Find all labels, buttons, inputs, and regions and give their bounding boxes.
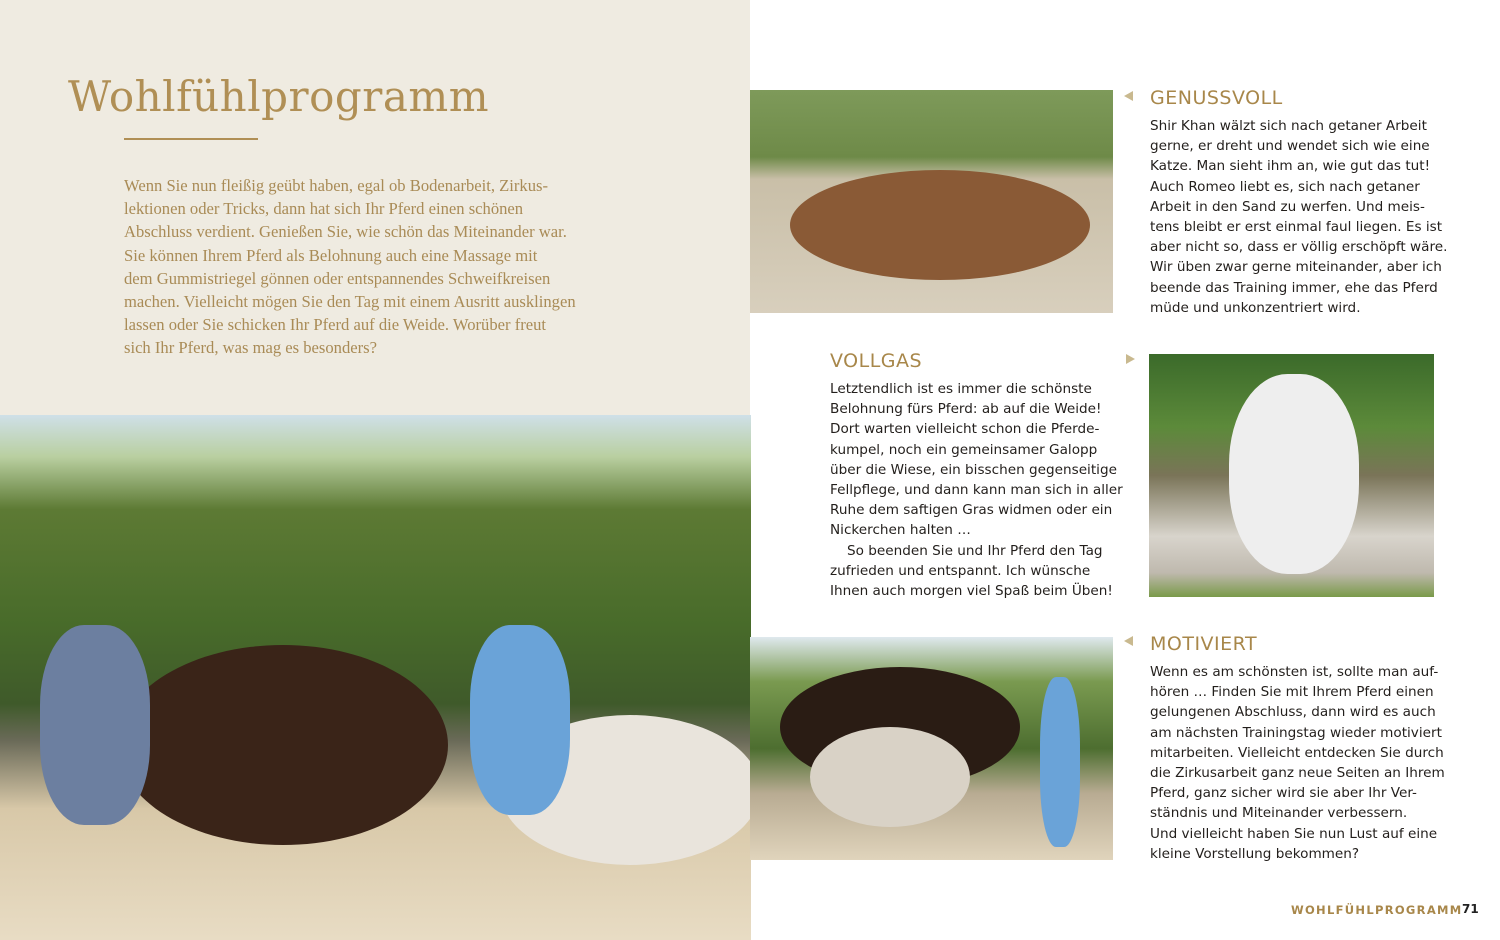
text-line: dem Gummistriegel gönnen oder entspannendes Schweifkreisen: [124, 268, 551, 288]
woman-shape: [1040, 677, 1080, 847]
text-line: lektionen oder Tricks, dann hat sich Ihr Pferd einen schönen: [124, 199, 524, 219]
text-line: Wenn Sie nun fleißig geübt haben, egal ob Bodenarbeit, Zirkus-: [124, 176, 548, 195]
text-line: Ihnen auch morgen viel Spaß beim Üben!: [830, 583, 1113, 600]
text-line: Fellpflege, und dann kann man sich in aller: [830, 482, 1123, 499]
text-line: Letztendlich ist es immer die schönste: [830, 381, 1092, 397]
running-head: WOHLFÜHLPROGRAMM: [1291, 903, 1463, 917]
text-line: Pferd, ganz sicher wird sie aber Ihr Ver-: [1150, 785, 1417, 802]
text-line: aber nicht so, dass er völlig erschöpft wäre.: [1150, 239, 1448, 256]
text-line: beende das Training immer, ehe das Pferd: [1150, 279, 1438, 296]
section-heading-vollgas: VOLLGAS: [830, 350, 923, 372]
arrow-right-icon: [1126, 354, 1135, 364]
section-text-genussvoll: [1150, 116, 1447, 318]
dark-horse-shape: [118, 645, 448, 845]
text-line: Dort warten vielleicht schon die Pferde-: [830, 421, 1100, 438]
horse-shape: [790, 170, 1090, 280]
text-line: Sie können Ihrem Pferd als Belohnung auch eine Massage mit: [124, 245, 538, 265]
section-heading-genussvoll: GENUSSVOLL: [1150, 87, 1283, 109]
text-line: kumpel, noch ein gemeinsamer Galopp: [830, 441, 1098, 458]
text-line: Belohnung fürs Pferd: ab auf die Weide!: [830, 401, 1102, 418]
text-line: Wir üben zwar gerne miteinander, aber ich: [1150, 259, 1442, 276]
text-line: ständnis und Miteinander verbessern.: [1150, 805, 1408, 822]
photo-women-with-lying-horses: [0, 415, 751, 940]
section-text-vollgas: [830, 379, 1123, 601]
page-number: 71: [1462, 902, 1479, 916]
text-line: sich Ihr Pferd, was mag es besonders?: [124, 338, 377, 358]
text-line: So beenden Sie und Ihr Pferd den Tag: [847, 542, 1103, 559]
text-line: gelungenen Abschluss, dann wird es auch: [1150, 704, 1436, 721]
text-line: kleine Vorstellung bekommen?: [1150, 845, 1360, 862]
text-line: Nickerchen halten …: [830, 522, 971, 539]
text-line: machen. Vielleicht mögen Sie den Tag mit einem Ausritt ausklingen: [124, 292, 576, 312]
text-line: müde und unkonzentriert wird.: [1150, 299, 1361, 316]
photo-woman-with-horse-and-pony: [750, 637, 1113, 860]
text-line: über die Wiese, ein bisschen gegenseitige: [830, 461, 1117, 478]
text-line: gerne, er dreht und wendet sich wie eine: [1150, 138, 1430, 155]
arrow-left-icon: [1124, 91, 1133, 101]
photo-white-horse-galloping: [1149, 354, 1434, 597]
text-line: zufrieden und entspannt. Ich wünsche: [830, 562, 1091, 579]
text-line: tens bleibt er erst einmal faul liegen. Es ist: [1150, 219, 1443, 236]
text-line: Abschluss verdient. Genießen Sie, wie schön das Miteinander war.: [124, 222, 567, 242]
woman-left-shape: [40, 625, 150, 825]
pony-shape: [810, 727, 970, 827]
section-text-motiviert: [1150, 662, 1445, 864]
text-line: Arbeit in den Sand zu werfen. Und meis-: [1150, 198, 1425, 215]
text-line: lassen oder Sie schicken Ihr Pferd auf die Weide. Worüber freut: [124, 315, 547, 335]
woman-right-shape: [470, 625, 570, 815]
text-line: Und vielleicht haben Sie nun Lust auf eine: [1150, 825, 1438, 842]
text-line: die Zirkusarbeit ganz neue Seiten an Ihrem: [1150, 765, 1445, 782]
title-underline: [124, 138, 258, 140]
text-line: Wenn es am schönsten ist, sollte man auf-: [1150, 664, 1439, 680]
text-line: Katze. Man sieht ihm an, wie gut das tut!: [1150, 158, 1431, 175]
text-line: Ruhe dem saftigen Gras widmen oder ein: [830, 502, 1113, 519]
photo-horse-rolling: [750, 90, 1113, 313]
text-line: Auch Romeo liebt es, sich nach getaner: [1150, 178, 1420, 195]
page-title: Wohlfühlprogramm: [68, 72, 490, 121]
text-line: Shir Khan wälzt sich nach getaner Arbeit: [1150, 118, 1427, 134]
text-line: hören … Finden Sie mit Ihrem Pferd einen: [1150, 684, 1434, 701]
text-line: mitarbeiten. Vielleicht entdecken Sie durch: [1150, 744, 1444, 761]
intro-text: [124, 174, 576, 360]
section-heading-motiviert: MOTIVIERT: [1150, 633, 1258, 655]
white-horse-shape: [1229, 374, 1359, 574]
text-line: am nächsten Trainingstag wieder motiviert: [1150, 724, 1442, 741]
arrow-left-icon: [1124, 636, 1133, 646]
